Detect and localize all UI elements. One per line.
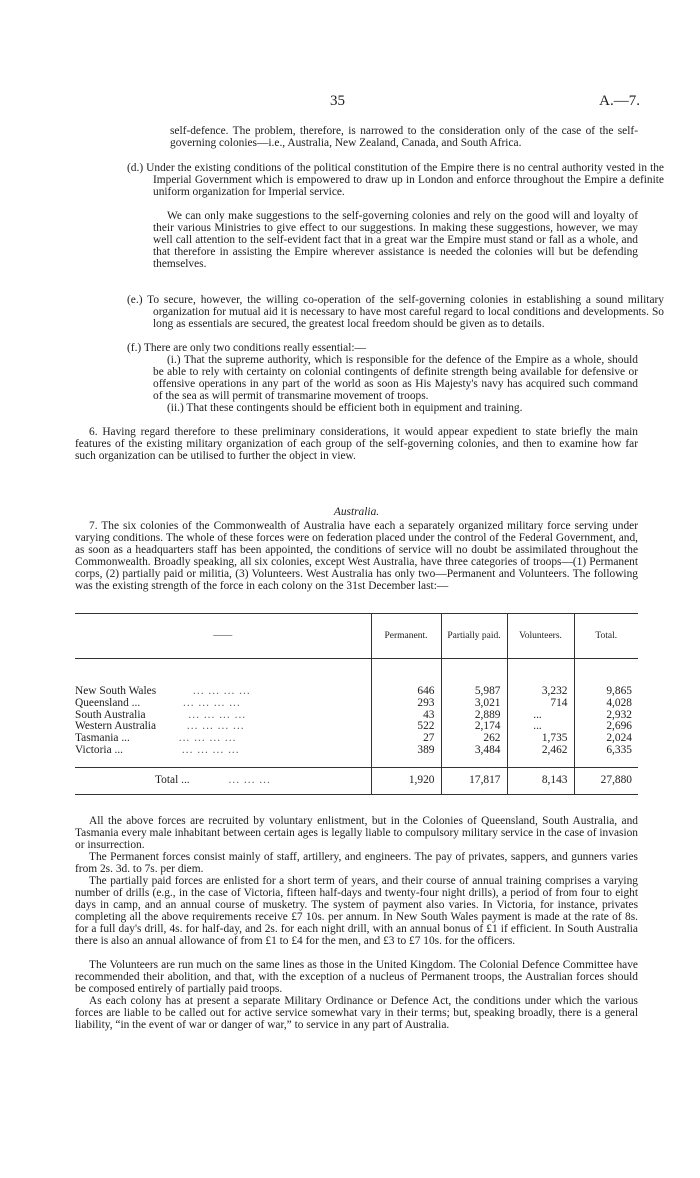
paragraph-d-suggestions: We can only make suggestions to the self-governing colonies and rely on the good will and loyalty of their various Ministries to give effect to our suggestions. In making these suggestions, however, we may well call attention to the self-evident fact that in a great war the Empire must stand or fall as a whole, and that therefore in assisting the Empire wherever assistance is needed the colonies will but be defending themselves. [153, 210, 638, 271]
paragraph-partially-paid: The partially paid forces are enlisted for a short term of years, and their course of annual training comprises a varying number of drills (e.g., in the case of Victoria, fifteen half-days and twenty-four night drills), a period of from four to eight days in camp, and an annual course of musketry. The system of payment also varies. In Victoria, for instance, privates completing all the above requirements receive £7 10s. per annum. In New South Wales payment is made at the rate of 8s. for a full day's drill, 4s. for half-day, and 2s. for each night drill, with an annual bonus of £1 if efficient. In South Australia there is also an annual allowance of from £1 to £4 for the men, and £3 to £7 10s. for the officers. [75, 875, 638, 948]
table-header-row [75, 614, 638, 659]
leader-dots: ... ... ... ... [188, 708, 247, 721]
header-volunteers: Volunteers. [507, 614, 574, 659]
page-number: 35 [330, 93, 345, 109]
colony-name: Queensland ... [75, 696, 141, 709]
paragraph-6: 6. Having regard therefore to these preliminary considerations, it would appear expedient to state briefly the main features of the existing military organization of each group of the self-governing colonies, and then to examine how far such organization can be utilised to further the object in view. [75, 426, 638, 463]
cell-total: 2,024 [574, 733, 638, 745]
colony-name: South Australia [75, 708, 146, 721]
cell-permanent: 43 [371, 710, 441, 722]
cell-volunteers: ... [507, 721, 574, 733]
paragraph-d: (d.) Under the existing conditions of the political constitution of the Empire there is no central authority vested in the Imperial Government which is empowered to draw up in London and enforce throughout the Empire a definite uniform organization for Imperial service. [127, 162, 664, 199]
cell-volunteers: ... [507, 710, 574, 722]
leader-dots: ... ... ... ... [193, 685, 251, 697]
cell-total: 2,932 [574, 710, 638, 722]
total-volunteers: 8,143 [507, 767, 574, 794]
section-heading-australia: Australia. [333, 506, 380, 518]
cell-permanent: 646 [371, 686, 441, 698]
cell-partially-paid: 3,484 [441, 745, 507, 757]
paragraph-defence-act: As each colony has at present a separate Military Ordinance or Defence Act, the conditions under which the various forces are liable to be called out for active service somewhat vary in their terms; but, speaking broadly, there is a general liability, “in the event of war or danger of war,” to service in any part of Australia. [75, 995, 638, 1032]
table-row [75, 745, 638, 757]
cell-volunteers: 714 [507, 698, 574, 710]
paragraph-f-i: (i.) That the supreme authority, which is responsible for the defence of the Empire as a whole, should be able to rely with certainty on colonial contingents of definite strength being available for defensive or offensive operations in any part of the world as soon as His Majesty's navy has acquired such command of the sea as will permit of transmarine movement of troops. [153, 354, 638, 403]
paragraph-volunteers: The Volunteers are run much on the same lines as those in the United Kingdom. The Colonial Defence Committee have recommended their abolition, and that, with the exception of a nucleus of Permanent troops, the Australian forces should be composed entirely of partially paid troops. [75, 959, 638, 996]
total-row [75, 767, 638, 794]
cell-partially-paid: 5,987 [441, 686, 507, 698]
header-total: Total. [574, 614, 638, 659]
document-reference: A.—7. [599, 93, 640, 109]
leader-dots: ... ... ... ... [183, 696, 241, 709]
cell-volunteers: 3,232 [507, 686, 574, 698]
cell-volunteers: 1,735 [507, 733, 574, 745]
cell-permanent: 27 [371, 733, 441, 745]
cell-partially-paid: 262 [441, 733, 507, 745]
stub-header: —— [75, 614, 371, 659]
leader-dots: ... ... ... [228, 773, 271, 786]
paragraph-recruitment: All the above forces are recruited by voluntary enlistment, but in the Colonies of Queensland, South Australia, and Tasmania every male inhabitant between certain ages is legally liable to compulsory military service in the case of invasion or insurrection. [75, 815, 638, 852]
cell-total: 2,696 [574, 721, 638, 733]
cell-permanent: 293 [371, 698, 441, 710]
leader-dots: ... ... ... ... [178, 732, 237, 745]
total-permanent: 1,920 [371, 767, 441, 794]
paragraph-f-ii: (ii.) That these contingents should be efficient both in equipment and training. [167, 402, 523, 414]
paragraph-e: (e.) To secure, however, the willing co-operation of the self-governing colonies in establishing a sound military organization for mutual aid it is necessary to have most careful regard to local conditions and developments. So long as essentials are secured, the greatest local freedom should be given as to details. [127, 294, 664, 331]
colony-name: New South Wales [75, 685, 157, 697]
colony-name: Tasmania ... [75, 732, 130, 745]
table-row [75, 698, 638, 710]
cell-volunteers: 2,462 [507, 745, 574, 757]
header-permanent: Permanent. [371, 614, 441, 659]
colony-name: Western Australia [75, 720, 157, 733]
total-label: Total ... [155, 773, 190, 786]
table-row [75, 710, 638, 722]
cell-partially-paid: 2,174 [441, 721, 507, 733]
cell-total: 4,028 [574, 698, 638, 710]
paragraph-self-defence: self-defence. The problem, therefore, is narrowed to the consideration only of the case of the self-governing colonies—i.e., Australia, New Zealand, Canada, and South Africa. [170, 125, 638, 150]
colony-name: Victoria ... [75, 743, 124, 756]
cell-permanent: 389 [371, 745, 441, 757]
leader-dots: ... ... ... ... [186, 720, 245, 733]
cell-total: 9,865 [574, 686, 638, 698]
paragraph-permanent-forces: The Permanent forces consist mainly of staff, artillery, and engineers. The pay of privates, sappers, and gunners varies from 2s. 3d. to 7s. per diem. [75, 851, 638, 876]
leader-dots: ... ... ... ... [181, 743, 240, 756]
total-total: 27,880 [574, 767, 638, 794]
cell-total: 6,335 [574, 745, 638, 757]
cell-permanent: 522 [371, 721, 441, 733]
cell-partially-paid: 2,889 [441, 710, 507, 722]
paragraph-f: (f.) There are only two conditions really essential:— [127, 342, 366, 354]
strength-table [75, 613, 638, 795]
cell-partially-paid: 3,021 [441, 698, 507, 710]
total-partially-paid: 17,817 [441, 767, 507, 794]
header-partially-paid: Partially paid. [441, 614, 507, 659]
paragraph-7: 7. The six colonies of the Commonwealth of Australia have each a separately organized military force serving under varying conditions. The whole of these forces were on federation placed under the control of the Federal Government, and, as soon as a headquarters staff has been appointed, the conditions of service will no doubt be assimilated throughout the Commonwealth. Broadly speaking, all six colonies, except West Australia, have three categories of troops—(1) Permanent corps, (2) partially paid or militia, (3) Volunteers. West Australia has only two—Permanent and Volunteers. The following was the existing strength of the force in each colony on the 31st December last:— [75, 520, 638, 593]
